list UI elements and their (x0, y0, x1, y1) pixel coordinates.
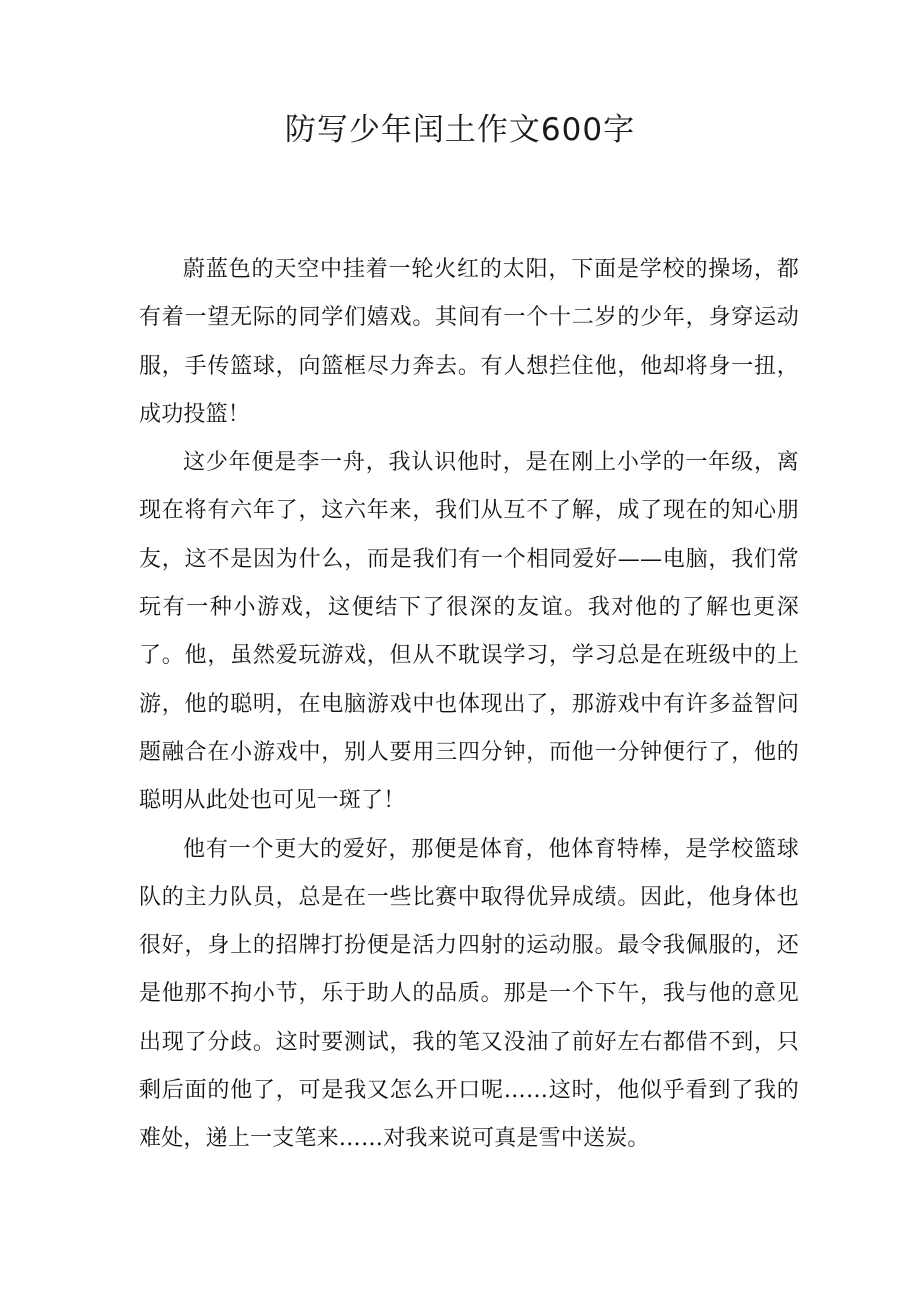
document-title: 防写少年闰土作文600字 (284, 112, 636, 148)
document-body (139, 246, 799, 1164)
paragraph-3: 他有一个更大的爱好，那便是体育，他体育特棒，是学校篮球队的主力队员，总是在一些比赛中取得优异成绩。因此，他身体也很好，身上的招牌打扮便是活力四射的运动服。最令我佩服的，还是他那不拘小节，乐于助人的品质。那是一个下午，我与他的意见出现了分歧。这时要测试，我的笔又没油了前好左右都借不到，只剩后面的他了，可是我又怎么开口呢……这时，他似乎看到了我的难处，递上一支笔来……对我来说可真是雪中送炭。 (139, 836, 799, 1152)
paragraph-2: 这少年便是李一舟，我认识他时，是在刚上小学的一年级，离现在将有六年了，这六年来，我们从互不了解，成了现在的知心朋友，这不是因为什么，而是我们有一个相同爱好——电脑，我们常玩有一种小游戏，这便结下了很深的友谊。我对他的了解也更深了。他，虽然爱玩游戏，但从不耽误学习，学习总是在班级中的上游，他的聪明，在电脑游戏中也体现出了，那游戏中有许多益智问题融合在小游戏中，别人要用三四分钟，而他一分钟便行了，他的聪明从此处也可见一斑了！ (139, 450, 799, 814)
paragraph-1: 蔚蓝色的天空中挂着一轮火红的太阳，下面是学校的操场，都有着一望无际的同学们嬉戏。其间有一个十二岁的少年，身穿运动服，手传篮球，向篮框尽力奔去。有人想拦住他，他却将身一扭，成功投篮！ (139, 257, 799, 427)
